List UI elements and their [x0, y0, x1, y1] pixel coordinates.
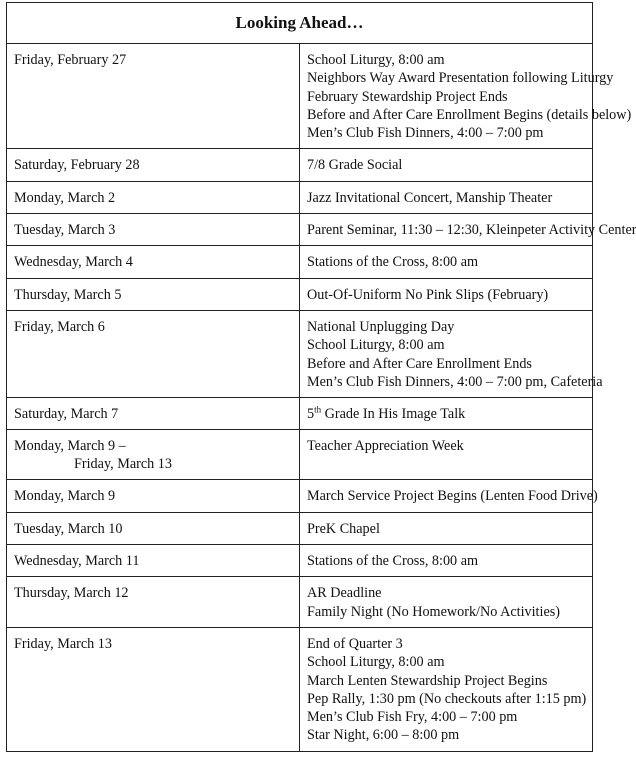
event-cell [300, 44, 632, 149]
table-row [7, 278, 593, 310]
event-line: Jazz Invitational Concert, Manship Theater [307, 189, 553, 206]
date-cell: Wednesday, March 11 [7, 545, 300, 577]
event-line: Out-Of-Uniform No Pink Slips (February) [307, 286, 549, 303]
title-row [7, 3, 593, 44]
event-line: Family Night (No Homework/No Activities) [307, 603, 560, 620]
event-line: March Lenten Stewardship Project Begins [307, 672, 548, 689]
event-line: Men’s Club Fish Dinners, 4:00 – 7:00 pm [307, 125, 544, 142]
event-line: Men’s Club Fish Fry, 4:00 – 7:00 pm [307, 709, 518, 726]
table-row [7, 430, 593, 480]
event-line: School Liturgy, 8:00 am [307, 52, 445, 68]
date-range-start: Monday, March 9 – [14, 438, 126, 455]
event-line: Star Night, 6:00 – 8:00 pm [307, 727, 460, 744]
table-row [7, 577, 593, 628]
date-cell: Tuesday, March 3 [7, 214, 300, 246]
event-line: National Unplugging Day [307, 318, 455, 335]
event-cell [300, 480, 598, 512]
event-line: Stations of the Cross, 8:00 am [307, 553, 479, 570]
event-cell [300, 310, 603, 397]
event-line: School Liturgy, 8:00 am [307, 337, 445, 354]
ordinal-suffix: th [314, 404, 322, 415]
table-row [7, 44, 593, 149]
event-line: Before and After Care Enrollment Ends [307, 355, 532, 372]
event-cell [300, 181, 593, 213]
event-line: Neighbors Way Award Presentation following Liturgy [307, 70, 614, 87]
event-line: End of Quarter 3 [307, 635, 403, 652]
event-line: Pep Rally, 1:30 pm (No checkouts after 1:15 pm) [307, 690, 587, 707]
table-row [7, 149, 593, 181]
table-row [7, 246, 593, 278]
event-cell [300, 430, 593, 480]
event-line: March Service Project Begins (Lenten Food Drive) [307, 488, 598, 505]
date-cell: Monday, March 2 [7, 181, 300, 213]
grade-number: 5 [307, 406, 315, 423]
event-line: Before and After Care Enrollment Begins (details below) [307, 106, 632, 123]
date-cell: Saturday, March 7 [7, 398, 300, 430]
event-cell [300, 577, 593, 628]
event-line: School Liturgy, 8:00 am [307, 654, 445, 671]
table-row [7, 214, 593, 246]
event-cell [300, 246, 593, 278]
date-cell: Tuesday, March 10 [7, 512, 300, 544]
date-cell: Friday, February 27 [7, 44, 300, 149]
event-cell [300, 278, 593, 310]
event-text: Grade In His Image Talk [321, 406, 466, 423]
looking-ahead-table [6, 2, 636, 752]
event-cell [300, 398, 593, 430]
event-cell [300, 545, 593, 577]
event-cell [300, 214, 636, 246]
date-cell: Thursday, March 12 [7, 577, 300, 628]
event-line: Stations of the Cross, 8:00 am [307, 254, 479, 271]
date-cell [7, 430, 300, 480]
date-cell: Monday, March 9 [7, 480, 300, 512]
event-line: PreK Chapel [307, 520, 380, 537]
event-cell [300, 149, 593, 181]
date-cell: Wednesday, March 4 [7, 246, 300, 278]
event-line: Men’s Club Fish Dinners, 4:00 – 7:00 pm, Cafeteria [307, 373, 603, 390]
table-row [7, 480, 593, 512]
event-line: Parent Seminar, 11:30 – 12:30, Kleinpeter Activity Center [307, 222, 636, 239]
date-cell: Saturday, February 28 [7, 149, 300, 181]
event-cell [300, 627, 593, 751]
table-title: Looking Ahead… [7, 3, 593, 44]
event-line: AR Deadline [307, 585, 382, 602]
event-line: February Stewardship Project Ends [307, 88, 508, 105]
date-cell: Friday, March 13 [7, 627, 300, 751]
event-line: 7/8 Grade Social [307, 157, 403, 174]
date-cell: Friday, March 6 [7, 310, 300, 397]
table-row [7, 512, 593, 544]
table-row [7, 545, 593, 577]
table-row [7, 398, 593, 430]
event-line: Teacher Appreciation Week [307, 438, 464, 455]
table-row [7, 181, 593, 213]
event-cell [300, 512, 593, 544]
event-line [307, 405, 588, 423]
table-row [7, 627, 593, 751]
table-row [7, 310, 593, 397]
date-range-end: Friday, March 13 [74, 456, 172, 473]
date-cell: Thursday, March 5 [7, 278, 300, 310]
